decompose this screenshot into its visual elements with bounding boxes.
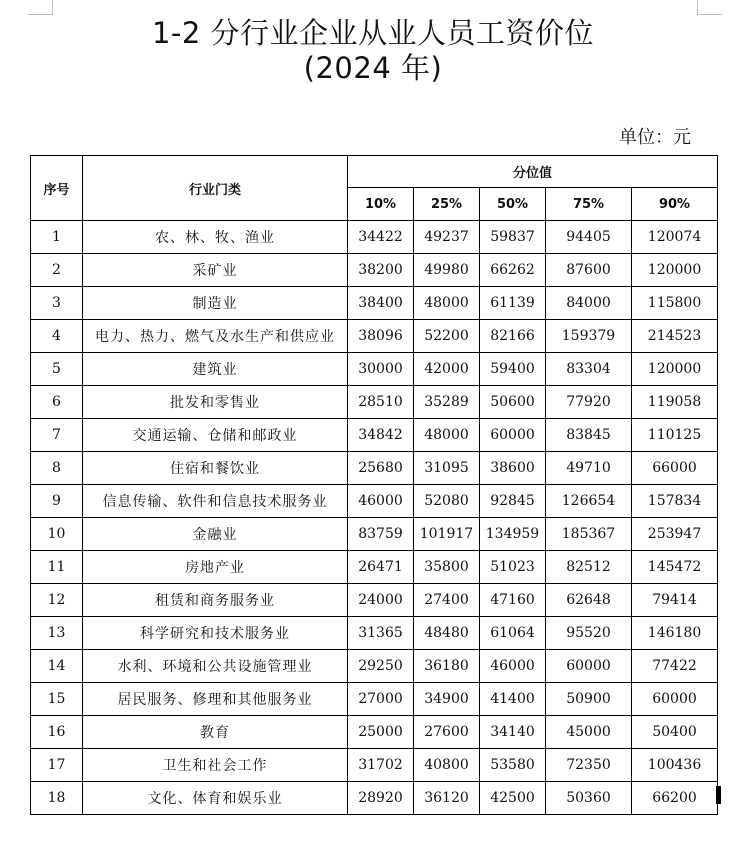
edge-mark — [716, 786, 721, 804]
table-body — [31, 221, 718, 815]
wage-p50: 46000 — [480, 650, 546, 683]
industry-name: 农、林、牧、渔业 — [83, 221, 348, 254]
page-title: 1-2 分行业企业从业人员工资价位 — [151, 16, 595, 50]
table-row — [31, 749, 718, 782]
wage-p50: 134959 — [480, 518, 546, 551]
industry-name: 制造业 — [83, 287, 348, 320]
wage-p25: 49980 — [414, 254, 480, 287]
header-industry: 行业门类 — [83, 156, 348, 221]
table-row — [31, 650, 718, 683]
wage-p25: 52200 — [414, 320, 480, 353]
table-row — [31, 419, 718, 452]
table-row — [31, 254, 718, 287]
wage-p75: 126654 — [546, 485, 632, 518]
wage-p10: 38096 — [348, 320, 414, 353]
wage-p50: 59837 — [480, 221, 546, 254]
wage-p90: 100436 — [632, 749, 718, 782]
table-row — [31, 221, 718, 254]
row-number: 18 — [31, 782, 83, 815]
industry-name: 电力、热力、燃气及水生产和供应业 — [83, 320, 348, 353]
table-row — [31, 716, 718, 749]
wage-p50: 53580 — [480, 749, 546, 782]
wage-p10: 28510 — [348, 386, 414, 419]
wage-p50: 41400 — [480, 683, 546, 716]
table-row — [31, 584, 718, 617]
wage-p25: 35289 — [414, 386, 480, 419]
wage-p10: 27000 — [348, 683, 414, 716]
row-number: 17 — [31, 749, 83, 782]
wage-p50: 50600 — [480, 386, 546, 419]
wage-p25: 31095 — [414, 452, 480, 485]
wage-p25: 49237 — [414, 221, 480, 254]
wage-p90: 119058 — [632, 386, 718, 419]
wage-p90: 253947 — [632, 518, 718, 551]
industry-name: 居民服务、修理和其他服务业 — [83, 683, 348, 716]
industry-name: 房地产业 — [83, 551, 348, 584]
wage-p25: 35800 — [414, 551, 480, 584]
wage-p50: 61139 — [480, 287, 546, 320]
wage-p25: 27600 — [414, 716, 480, 749]
page-subtitle-year: (2024 年) — [303, 51, 443, 85]
wage-p10: 28920 — [348, 782, 414, 815]
header-p50: 50% — [480, 188, 546, 221]
wage-p90: 79414 — [632, 584, 718, 617]
wage-p50: 92845 — [480, 485, 546, 518]
row-number: 9 — [31, 485, 83, 518]
wage-p10: 26471 — [348, 551, 414, 584]
wage-p25: 34900 — [414, 683, 480, 716]
row-number: 16 — [31, 716, 83, 749]
wage-p75: 72350 — [546, 749, 632, 782]
wage-p75: 77920 — [546, 386, 632, 419]
wage-p10: 31702 — [348, 749, 414, 782]
wage-p10: 83759 — [348, 518, 414, 551]
row-number: 3 — [31, 287, 83, 320]
industry-name: 交通运输、仓储和邮政业 — [83, 419, 348, 452]
wage-p75: 83304 — [546, 353, 632, 386]
wage-p90: 120074 — [632, 221, 718, 254]
wage-p10: 38400 — [348, 287, 414, 320]
wage-p25: 42000 — [414, 353, 480, 386]
table-row — [31, 551, 718, 584]
row-number: 2 — [31, 254, 83, 287]
row-number: 10 — [31, 518, 83, 551]
header-p10: 10% — [348, 188, 414, 221]
wage-p10: 34842 — [348, 419, 414, 452]
wage-p90: 120000 — [632, 254, 718, 287]
wage-p10: 25680 — [348, 452, 414, 485]
wage-p90: 50400 — [632, 716, 718, 749]
header-p25: 25% — [414, 188, 480, 221]
table-row — [31, 452, 718, 485]
table-row — [31, 782, 718, 815]
wage-p90: 66000 — [632, 452, 718, 485]
header-p75: 75% — [546, 188, 632, 221]
wage-p25: 101917 — [414, 518, 480, 551]
wage-p90: 146180 — [632, 617, 718, 650]
table-row — [31, 617, 718, 650]
wage-p75: 94405 — [546, 221, 632, 254]
wage-p10: 30000 — [348, 353, 414, 386]
page-corner-mark-right — [697, 0, 722, 15]
wage-p75: 83845 — [546, 419, 632, 452]
wage-p50: 61064 — [480, 617, 546, 650]
row-number: 6 — [31, 386, 83, 419]
wage-p50: 51023 — [480, 551, 546, 584]
wage-p90: 66200 — [632, 782, 718, 815]
wage-p75: 50360 — [546, 782, 632, 815]
wage-p90: 110125 — [632, 419, 718, 452]
wage-p10: 24000 — [348, 584, 414, 617]
wage-p10: 38200 — [348, 254, 414, 287]
industry-name: 租赁和商务服务业 — [83, 584, 348, 617]
wage-p50: 82166 — [480, 320, 546, 353]
wage-p50: 60000 — [480, 419, 546, 452]
wage-p25: 27400 — [414, 584, 480, 617]
industry-name: 科学研究和技术服务业 — [83, 617, 348, 650]
row-number: 1 — [31, 221, 83, 254]
page-corner-mark-left — [28, 0, 53, 15]
industry-name: 金融业 — [83, 518, 348, 551]
wage-p90: 77422 — [632, 650, 718, 683]
industry-name: 建筑业 — [83, 353, 348, 386]
wage-p50: 66262 — [480, 254, 546, 287]
row-number: 5 — [31, 353, 83, 386]
wage-p90: 115800 — [632, 287, 718, 320]
industry-name: 文化、体育和娱乐业 — [83, 782, 348, 815]
wage-p75: 84000 — [546, 287, 632, 320]
wage-p25: 48000 — [414, 287, 480, 320]
wage-p75: 49710 — [546, 452, 632, 485]
wage-p50: 38600 — [480, 452, 546, 485]
row-number: 14 — [31, 650, 83, 683]
wage-p10: 29250 — [348, 650, 414, 683]
header-seq: 序号 — [31, 156, 83, 221]
industry-name: 卫生和社会工作 — [83, 749, 348, 782]
wage-p10: 25000 — [348, 716, 414, 749]
wage-p75: 159379 — [546, 320, 632, 353]
unit-label: 单位：元 — [619, 127, 691, 148]
industry-name: 批发和零售业 — [83, 386, 348, 419]
row-number: 4 — [31, 320, 83, 353]
wage-p25: 52080 — [414, 485, 480, 518]
wage-table — [30, 155, 718, 815]
row-number: 8 — [31, 452, 83, 485]
industry-name: 信息传输、软件和信息技术服务业 — [83, 485, 348, 518]
row-number: 12 — [31, 584, 83, 617]
industry-name: 采矿业 — [83, 254, 348, 287]
wage-p25: 36180 — [414, 650, 480, 683]
wage-p10: 34422 — [348, 221, 414, 254]
row-number: 13 — [31, 617, 83, 650]
wage-p25: 40800 — [414, 749, 480, 782]
industry-name: 水利、环境和公共设施管理业 — [83, 650, 348, 683]
table-row — [31, 683, 718, 716]
wage-p25: 36120 — [414, 782, 480, 815]
wage-p75: 60000 — [546, 650, 632, 683]
wage-p75: 50900 — [546, 683, 632, 716]
row-number: 15 — [31, 683, 83, 716]
row-number: 7 — [31, 419, 83, 452]
table-row — [31, 353, 718, 386]
wage-p10: 46000 — [348, 485, 414, 518]
wage-p90: 145472 — [632, 551, 718, 584]
industry-name: 住宿和餐饮业 — [83, 452, 348, 485]
wage-p90: 157834 — [632, 485, 718, 518]
wage-p50: 42500 — [480, 782, 546, 815]
wage-p75: 45000 — [546, 716, 632, 749]
header-percentile-group: 分位值 — [348, 156, 718, 188]
wage-p90: 120000 — [632, 353, 718, 386]
wage-p25: 48480 — [414, 617, 480, 650]
wage-p75: 82512 — [546, 551, 632, 584]
wage-p75: 62648 — [546, 584, 632, 617]
wage-p75: 185367 — [546, 518, 632, 551]
table-row — [31, 386, 718, 419]
table-row — [31, 518, 718, 551]
wage-p50: 59400 — [480, 353, 546, 386]
row-number: 11 — [31, 551, 83, 584]
wage-p90: 214523 — [632, 320, 718, 353]
header-p90: 90% — [632, 188, 718, 221]
wage-p75: 87600 — [546, 254, 632, 287]
industry-name: 教育 — [83, 716, 348, 749]
wage-p10: 31365 — [348, 617, 414, 650]
wage-p50: 47160 — [480, 584, 546, 617]
table-row — [31, 485, 718, 518]
wage-p25: 48000 — [414, 419, 480, 452]
wage-p75: 95520 — [546, 617, 632, 650]
table-row — [31, 287, 718, 320]
table-row — [31, 320, 718, 353]
wage-p90: 60000 — [632, 683, 718, 716]
wage-p50: 34140 — [480, 716, 546, 749]
